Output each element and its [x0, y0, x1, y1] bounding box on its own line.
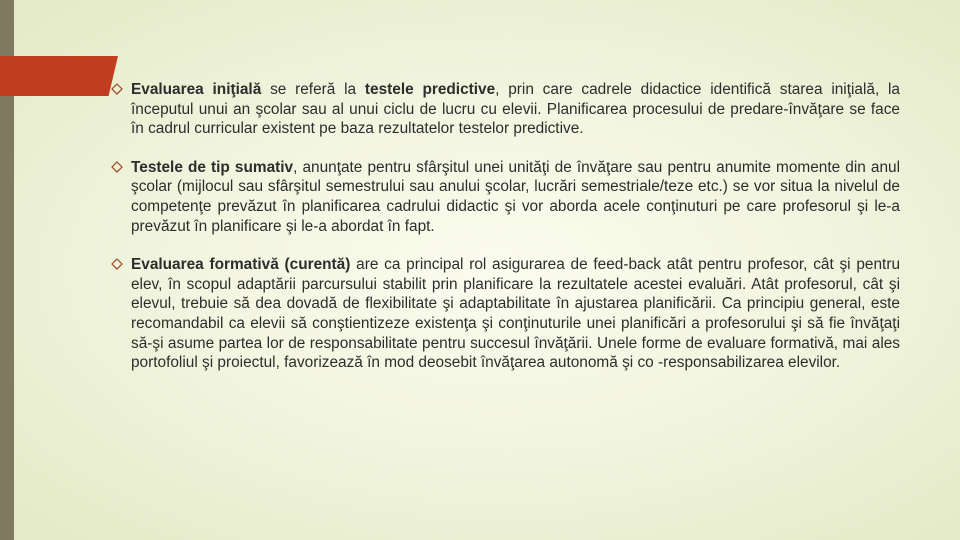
- diamond-bullet-icon: [110, 160, 124, 174]
- diamond-bullet-icon: [110, 257, 124, 271]
- bullet-2-text: , anunţate pentru sfârşitul unei unităţi de învăţare sau pentru anumite momente din anul şcolar (mijlocul sau sfârşitul semestrului sau anului şcolar, lucrări semestriale/teze etc.) se vor situa la nivelul de competenţe prevăzut în planificarea cadrului didactic şi vor aborda acele conţinuturi pe care profesorul şi le-a prevăzut în planificare şi le-a abordat în fapt.: [131, 158, 900, 235]
- bullet-1-term-2: testele predictive: [364, 81, 496, 98]
- bullet-1-term: Evaluarea iniţială: [131, 81, 262, 98]
- diamond-bullet-icon: [110, 82, 124, 96]
- bullet-3-text: are ca principal rol asigurarea de feed-back atât pentru profesor, cât şi pentru elev, în scopul adaptării parcursului stabilit prin planificare la rezultatele acestei evaluări. Atât profesorul, cât şi elevul, trebuie să dea dovadă de flexibilitate şi adaptabilitate în ajustarea planificării. Ca principiu general, este recomandabil ca elevii să conştientizeze existenţa şi conţinuturile unei planificări a profesorului şi să fie învăţaţi să-şi asume partea lor de responsabilitate pentru succesul învăţării. Unele forme de evaluare formativă, mai ales portofoliul şi proiectul, favorizează în mod deosebit învăţarea autonomă şi co -responsabilizarea elevilor.: [131, 256, 900, 372]
- bullet-formative-evaluation: [110, 255, 900, 373]
- bullet-1-text: se referă la: [261, 81, 365, 98]
- bullet-initial-evaluation: [110, 80, 900, 139]
- bullet-2-term: Testele de tip sumativ: [131, 158, 294, 176]
- bullet-summative-tests: [110, 158, 900, 236]
- bullet-3-term: Evaluarea formativă (curentă): [131, 256, 351, 274]
- bullet-1-text-2: , prin care cadrele didactice identifică starea iniţială, la începutul unui an şcolar sau al unui ciclu de lucru cu elevii. Planificarea procesului de predare-învăţare se face în cadrul curricular existent pe baza rezultatelor testelor predictive.: [131, 81, 900, 138]
- title-accent-tab: [0, 56, 118, 96]
- slide-content: [110, 80, 900, 392]
